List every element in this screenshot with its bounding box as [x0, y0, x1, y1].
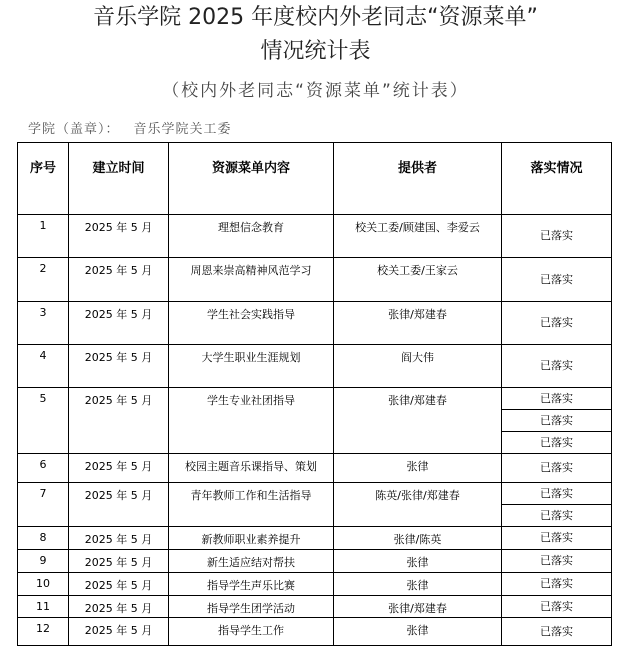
- row-content: [169, 596, 334, 618]
- row-date: [69, 454, 169, 483]
- state-entry: 已落实: [540, 625, 573, 638]
- state-entry: 已落实: [540, 229, 573, 242]
- row-date-text: 2025 年 5 月: [84, 602, 153, 615]
- table-header-row: [18, 143, 612, 215]
- row-date-text: 2025 年 5 月: [84, 351, 153, 364]
- row-content-text: 校园主题音乐课指导、策划: [185, 460, 317, 473]
- row-provider: [334, 550, 502, 573]
- row-state: [502, 618, 612, 646]
- row-number-text: 6: [39, 458, 47, 471]
- row-state: [502, 527, 612, 550]
- row-provider-text: 张律/陈英: [393, 533, 442, 546]
- header-no: 序号: [18, 143, 69, 215]
- row-content: [169, 573, 334, 596]
- row-number-text: 11: [36, 600, 50, 613]
- table-row: [18, 596, 612, 618]
- row-date-text: 2025 年 5 月: [84, 221, 153, 234]
- row-state: [502, 483, 612, 527]
- state-entry: 已落实: [502, 409, 611, 431]
- row-content-text: 新教师职业素养提升: [201, 533, 301, 546]
- row-state: [502, 573, 612, 596]
- row-number-text: 2: [39, 262, 47, 275]
- row-number-text: 8: [39, 531, 47, 544]
- row-provider-text: 校关工委/王家云: [377, 264, 458, 277]
- row-date-text: 2025 年 5 月: [84, 460, 153, 473]
- row-number-text: 1: [39, 219, 47, 232]
- row-date: [69, 550, 169, 573]
- row-state: [502, 454, 612, 483]
- row-provider: [334, 527, 502, 550]
- row-content: [169, 215, 334, 258]
- row-date-text: 2025 年 5 月: [84, 308, 153, 321]
- row-content-text: 指导学生工作: [218, 624, 284, 637]
- row-state: [502, 550, 612, 573]
- row-date-text: 2025 年 5 月: [84, 489, 153, 502]
- state-entry: 已落实: [540, 316, 573, 329]
- header-content: 资源菜单内容: [169, 143, 334, 215]
- row-content-text: 指导学生声乐比赛: [207, 579, 295, 592]
- page-subtitle: （校内外老同志“资源菜单”统计表）: [162, 81, 469, 101]
- state-entry: 已落实: [540, 359, 573, 372]
- row-content-text: 理想信念教育: [218, 221, 284, 234]
- row-number: [18, 527, 69, 550]
- row-date-text: 2025 年 5 月: [84, 264, 153, 277]
- row-number: [18, 454, 69, 483]
- row-content: [169, 527, 334, 550]
- row-provider-text: 张律: [406, 460, 429, 473]
- row-content: [169, 345, 334, 388]
- row-provider: [334, 215, 502, 258]
- row-number-text: 3: [39, 306, 47, 319]
- row-date-text: 2025 年 5 月: [84, 533, 153, 546]
- table-row: [18, 618, 612, 646]
- row-content-text: 大学生职业生涯规划: [201, 351, 301, 364]
- row-number: [18, 573, 69, 596]
- row-date: [69, 483, 169, 527]
- state-entry: 已落实: [540, 531, 573, 544]
- row-number: [18, 388, 69, 454]
- row-provider: [334, 573, 502, 596]
- row-provider: [334, 388, 502, 454]
- row-content-text: 青年教师工作和生活指导: [190, 489, 312, 502]
- row-state: [502, 596, 612, 618]
- row-content: [169, 258, 334, 302]
- row-date-text: 2025 年 5 月: [84, 394, 153, 407]
- state-entry: 已落实: [540, 577, 573, 590]
- row-number: [18, 483, 69, 527]
- table-row: [18, 527, 612, 550]
- state-entry: 已落实: [540, 392, 573, 405]
- row-provider-text: 陈英/张律/郑建春: [375, 489, 460, 502]
- row-number: [18, 215, 69, 258]
- row-provider: [334, 345, 502, 388]
- row-provider: [334, 454, 502, 483]
- row-number-text: 9: [39, 554, 47, 567]
- row-number: [18, 618, 69, 646]
- table-row: [18, 302, 612, 345]
- page-title-line2: 情况统计表: [260, 39, 371, 64]
- row-number: [18, 258, 69, 302]
- row-date-text: 2025 年 5 月: [84, 624, 153, 637]
- table-row: [18, 573, 612, 596]
- table-row: [18, 454, 612, 483]
- table-row: [18, 258, 612, 302]
- row-date-text: 2025 年 5 月: [84, 579, 153, 592]
- row-provider-text: 张律: [406, 579, 429, 592]
- row-provider-text: 校关工委/顾建国、李爱云: [355, 221, 480, 234]
- row-date: [69, 527, 169, 550]
- row-provider-text: 张律/郑建春: [388, 602, 447, 615]
- row-provider: [334, 596, 502, 618]
- header-state: 落实情况: [502, 143, 612, 215]
- page-title-line1: 音乐学院 2025 年度校内外老同志“资源菜单”: [93, 5, 538, 30]
- state-entry: 已落实: [502, 431, 611, 453]
- table-row: [18, 345, 612, 388]
- row-state: [502, 302, 612, 345]
- row-provider-text: 张律/郑建春: [388, 308, 447, 321]
- row-number-text: 7: [39, 487, 47, 500]
- row-content-text: 新生适应结对帮扶: [207, 556, 295, 569]
- row-provider: [334, 302, 502, 345]
- state-entry: 已落实: [540, 273, 573, 286]
- row-date: [69, 618, 169, 646]
- row-date-text: 2025 年 5 月: [84, 556, 153, 569]
- row-content: [169, 483, 334, 527]
- table-row: [18, 388, 612, 454]
- row-content-text: 学生社会实践指导: [207, 308, 295, 321]
- state-entry: 已落实: [540, 554, 573, 567]
- state-entry: 已落实: [502, 504, 611, 526]
- row-provider: [334, 618, 502, 646]
- row-provider: [334, 258, 502, 302]
- state-entry: 已落实: [540, 600, 573, 613]
- row-state: [502, 345, 612, 388]
- row-date: [69, 302, 169, 345]
- row-provider-text: 张律: [406, 624, 429, 637]
- row-date: [69, 388, 169, 454]
- header-provider: 提供者: [334, 143, 502, 215]
- table-row: [18, 550, 612, 573]
- resource-table: [17, 142, 612, 646]
- row-date: [69, 258, 169, 302]
- row-number: [18, 550, 69, 573]
- row-date: [69, 345, 169, 388]
- row-provider-text: 阎大伟: [401, 351, 434, 364]
- row-provider-text: 张律/郑建春: [388, 394, 447, 407]
- row-number: [18, 596, 69, 618]
- state-entry: 已落实: [540, 487, 573, 500]
- row-date: [69, 573, 169, 596]
- row-content: [169, 550, 334, 573]
- row-number-text: 4: [39, 349, 47, 362]
- row-state: [502, 388, 612, 454]
- college-value: 音乐学院关工委: [133, 122, 232, 137]
- table-row: [18, 483, 612, 527]
- row-provider-text: 张律: [406, 556, 429, 569]
- row-content: [169, 388, 334, 454]
- row-state: [502, 215, 612, 258]
- row-number: [18, 345, 69, 388]
- row-content-text: 指导学生团学活动: [207, 602, 295, 615]
- row-date: [69, 215, 169, 258]
- header-date: 建立时间: [69, 143, 169, 215]
- row-number-text: 12: [36, 622, 50, 635]
- table-row: [18, 215, 612, 258]
- row-content-text: 周恩来崇高精神风范学习: [190, 264, 312, 277]
- row-date: [69, 596, 169, 618]
- row-provider: [334, 483, 502, 527]
- row-number-text: 5: [39, 392, 47, 405]
- row-content: [169, 618, 334, 646]
- row-content: [169, 454, 334, 483]
- state-entry: 已落实: [540, 461, 573, 474]
- college-label: 学院（盖章）：: [28, 122, 120, 137]
- row-state: [502, 258, 612, 302]
- row-number-text: 10: [36, 577, 50, 590]
- row-content: [169, 302, 334, 345]
- row-content-text: 学生专业社团指导: [207, 394, 295, 407]
- row-number: [18, 302, 69, 345]
- college-line: [28, 118, 246, 137]
- table-body: [18, 215, 612, 646]
